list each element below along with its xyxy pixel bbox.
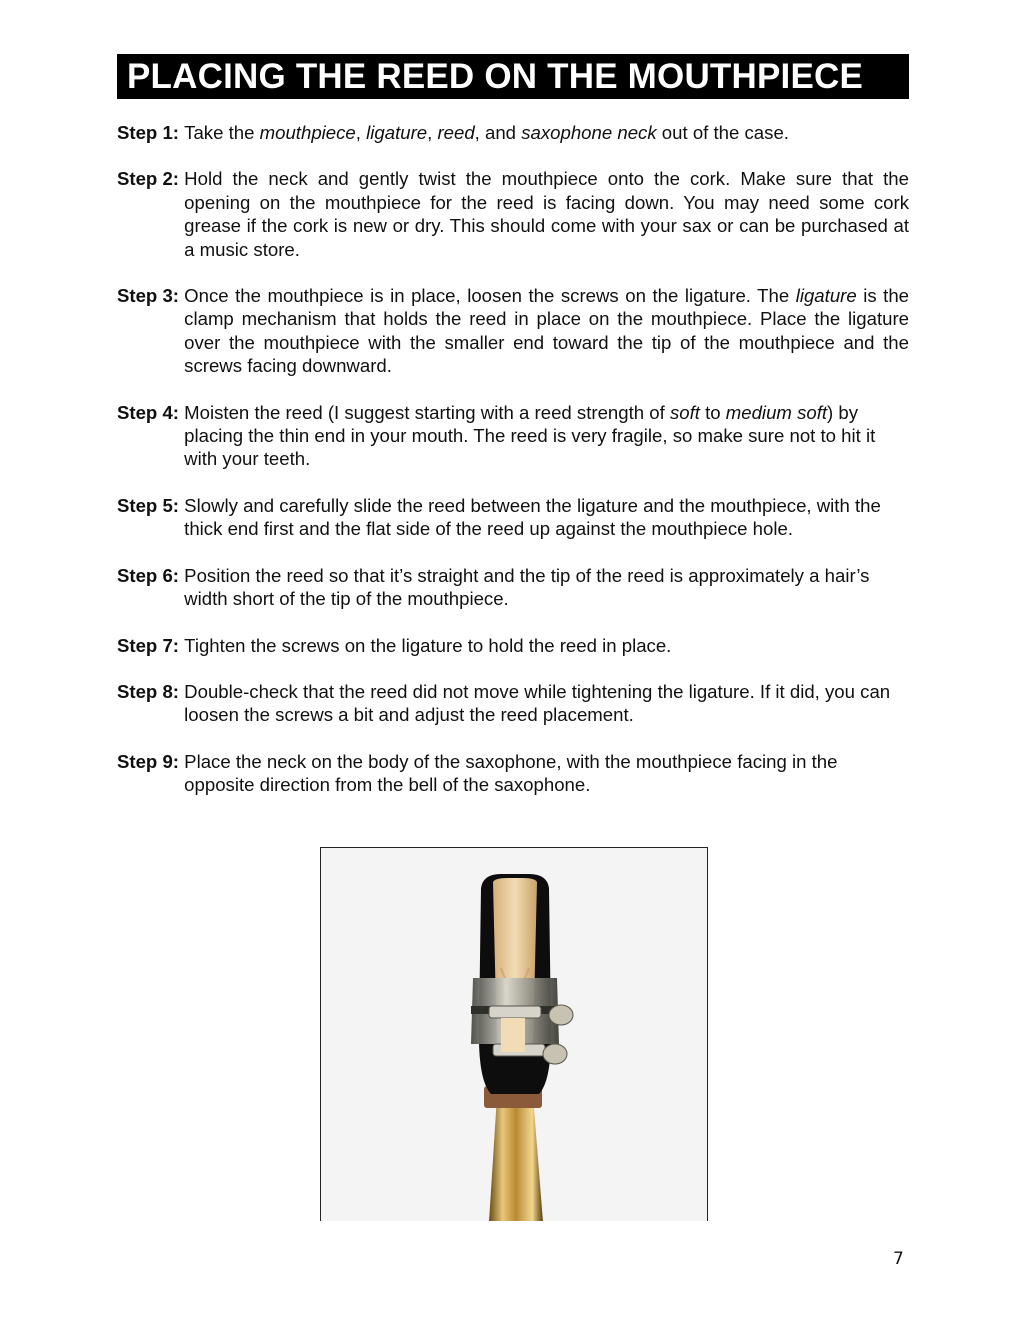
step-text xyxy=(184,121,909,144)
step-text xyxy=(184,284,909,378)
step-text-segment: , and xyxy=(474,122,522,143)
step-text-segment: Tighten the screws on the ligature to hold the reed in place. xyxy=(184,634,672,656)
step-text-segment: Place the neck on the body of the saxophone, with the mouthpiece facing in the opposite direction from the bell of the saxophone. xyxy=(184,750,838,796)
step-label: Step 2: xyxy=(117,168,179,190)
step-text xyxy=(184,167,909,261)
step-text-segment: , xyxy=(355,122,367,143)
step-item xyxy=(117,750,909,797)
step-label: Step 5: xyxy=(117,494,179,516)
step-item xyxy=(117,401,909,471)
step-text xyxy=(184,401,909,471)
emphasized-term: saxophone neck xyxy=(521,122,657,143)
step-text-segment: Hold the neck and gently twist the mouthpiece onto the cork. Make sure that the opening on the mouthpiece for the reed is facing down. You may need some cork grease if the cork is new or dry. This should come with your sax or can be purchased at a music store. xyxy=(184,168,909,260)
step-text-segment: to xyxy=(699,401,726,423)
step-text xyxy=(184,564,909,611)
step-text-segment: Once the mouthpiece is in place, loosen the screws on the ligature. The xyxy=(184,285,796,307)
step-text-segment: ) by placing the thin end in your mouth. The reed is very fragile, so make sure not to hit it with your teeth. xyxy=(184,401,876,470)
mouthpiece-photo xyxy=(320,847,708,1221)
steps-list xyxy=(117,121,909,820)
mouthpiece-illustration xyxy=(321,848,708,1221)
step-item xyxy=(117,634,909,657)
step-text-segment: Double-check that the reed did not move while tightening the ligature. If it did, you can loosen the screws a bit and adjust the reed placement. xyxy=(184,680,891,726)
step-label: Step 9: xyxy=(117,750,179,772)
step-label: Step 6: xyxy=(117,564,179,586)
step-label: Step 1: xyxy=(117,122,179,143)
step-item xyxy=(117,284,909,378)
step-text-segment: is the clamp mechanism that holds the reed in place on the mouthpiece. Place the ligature over the mouthpiece with the smaller end toward the tip of the mouthpiece and the screws facing downward. xyxy=(184,285,909,377)
step-text xyxy=(184,680,909,727)
step-label: Step 7: xyxy=(117,634,179,656)
emphasized-term: ligature xyxy=(795,285,857,307)
step-label: Step 8: xyxy=(117,680,179,702)
step-item xyxy=(117,121,909,144)
step-text-segment: out of the case. xyxy=(656,122,789,143)
page-number: 7 xyxy=(893,1249,904,1269)
page-title: PLACING THE REED ON THE MOUTHPIECE xyxy=(117,54,909,99)
step-text-segment: Take the xyxy=(184,122,260,143)
step-item xyxy=(117,564,909,611)
step-text xyxy=(184,750,909,797)
step-item xyxy=(117,167,909,261)
emphasized-term: ligature xyxy=(366,122,428,143)
step-item xyxy=(117,680,909,727)
step-text-segment: Position the reed so that it’s straight and the tip of the reed is approximately a hair’s width short of the tip of the mouthpiece. xyxy=(184,564,870,610)
emphasized-term: reed xyxy=(437,122,475,143)
step-text xyxy=(184,494,909,541)
emphasized-term: mouthpiece xyxy=(259,122,356,143)
step-label: Step 3: xyxy=(117,285,179,307)
step-label: Step 4: xyxy=(117,401,179,423)
step-text-segment: Slowly and carefully slide the reed between the ligature and the mouthpiece, with the thick end first and the flat side of the reed up against the mouthpiece hole. xyxy=(184,494,881,540)
emphasized-term: medium soft xyxy=(725,401,828,423)
step-text xyxy=(184,634,909,657)
step-text-segment: , xyxy=(427,122,438,143)
emphasized-term: soft xyxy=(669,401,700,423)
step-text-segment: Moisten the reed (I suggest starting with a reed strength of xyxy=(184,401,670,423)
step-item xyxy=(117,494,909,541)
